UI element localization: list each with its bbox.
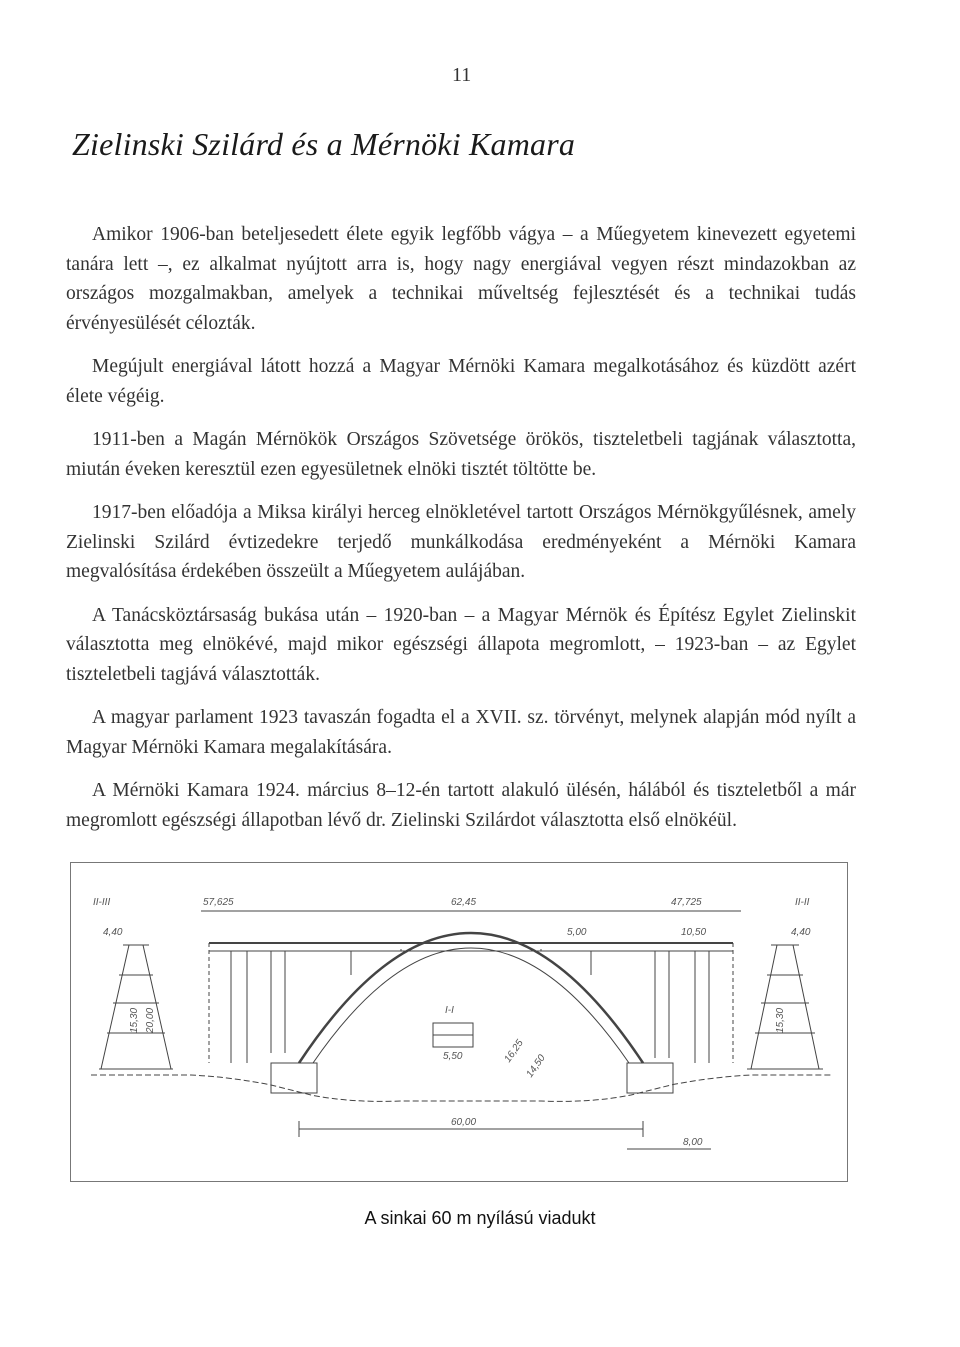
left-tower xyxy=(99,945,173,1069)
label-left-width: 4,40 xyxy=(103,927,123,938)
viaduct-svg xyxy=(71,863,847,1181)
viaduct-drawing xyxy=(70,862,848,1182)
label-arch-dim-1: 16,25 xyxy=(502,1037,526,1065)
label-section-mark: I-I xyxy=(445,1005,454,1016)
paragraph-2: Megújult energiával látott hozzá a Magyar Mérnöki Kamara megalkotásához és küzdött azért élete végéig. xyxy=(66,356,856,407)
label-center-width: 5,00 xyxy=(567,927,587,938)
label-right-section: II-II xyxy=(795,897,810,908)
right-foundation xyxy=(627,1063,673,1093)
page-number: 11 xyxy=(452,64,472,86)
label-arch-dim-2: 14,50 xyxy=(524,1052,548,1080)
right-tower xyxy=(747,945,823,1069)
label-pier-height-2: 20,00 xyxy=(145,1007,156,1033)
paragraph-4: 1917-ben előadója a Miksa királyi herceg elnökletével tartott Országos Mérnökgyűlésnek, amely Zielinski Szilárd évtizedekre terjedő munkálkodása eredményeként a Mérnöki Kamara megvalósítása érdekében összeült a Műegyetem aulájában. xyxy=(66,502,856,582)
figure-caption: A sinkai 60 m nyílású viadukt xyxy=(364,1208,596,1228)
label-left-span: 57,625 xyxy=(203,897,234,908)
label-total-span: 60,00 xyxy=(451,1117,477,1128)
ground-line xyxy=(91,1075,831,1101)
label-left-section: II-III xyxy=(93,897,111,908)
label-right-pier-height: 15,30 xyxy=(775,1007,786,1033)
paragraph-6: A magyar parlament 1923 tavaszán fogadta el a XVII. sz. törvényt, melynek alapján mód nyílt a Magyar Mérnöki Kamara megalakítására. xyxy=(66,707,856,758)
paragraph-3: 1911-ben a Magán Mérnökök Országos Szövetsége örökös, tiszteletbeli tagjának választotta, miután éveken keresztül ezen egyesületnek elnöki tisztét töltötte be. xyxy=(66,429,856,480)
label-right-span: 10,50 xyxy=(681,927,707,938)
body-text xyxy=(66,220,856,849)
label-right-width: 4,40 xyxy=(791,927,811,938)
paragraph-1: Amikor 1906-ban beteljesedett élete egyik legfőbb vágya – a Műegyetem kinevezett egyetemi tanára lett –, ez alkalmat nyújtott arra is, hogy nagy energiával vegyen részt mindazokban az országos mozgalmakban, amelyek a technikai műveltség fejlesztését és a technikai tudás érvényesülését célozták. xyxy=(66,224,856,334)
paragraph-5: A Tanácsköztársaság bukása után – 1920-ban – a Magyar Mérnök és Építész Egylet Zielinskit választotta meg elnökévé, majd mikor egészségi állapota megromlott, – 1923-ban – az Egylet tiszteletbeli tagjává választották. xyxy=(66,604,856,685)
left-foundation xyxy=(271,1063,317,1093)
label-footing: 8,00 xyxy=(683,1137,703,1148)
paragraph-7: A Mérnöki Kamara 1924. március 8–12-én tartott alakuló ülésén, hálából és tiszteletből a már megromlott egészségi állapotban lévő dr. Zielinski Szilárdot választotta első elnökéül. xyxy=(66,780,856,831)
arch-inner xyxy=(313,948,629,1063)
label-section-width: 5,50 xyxy=(443,1051,463,1062)
label-right-elev: 47,725 xyxy=(671,897,702,908)
label-pier-height-1: 15,30 xyxy=(129,1007,140,1033)
page-title: Zielinski Szilárd és a Mérnöki Kamara xyxy=(72,126,576,162)
label-center-elev: 62,45 xyxy=(451,897,477,908)
